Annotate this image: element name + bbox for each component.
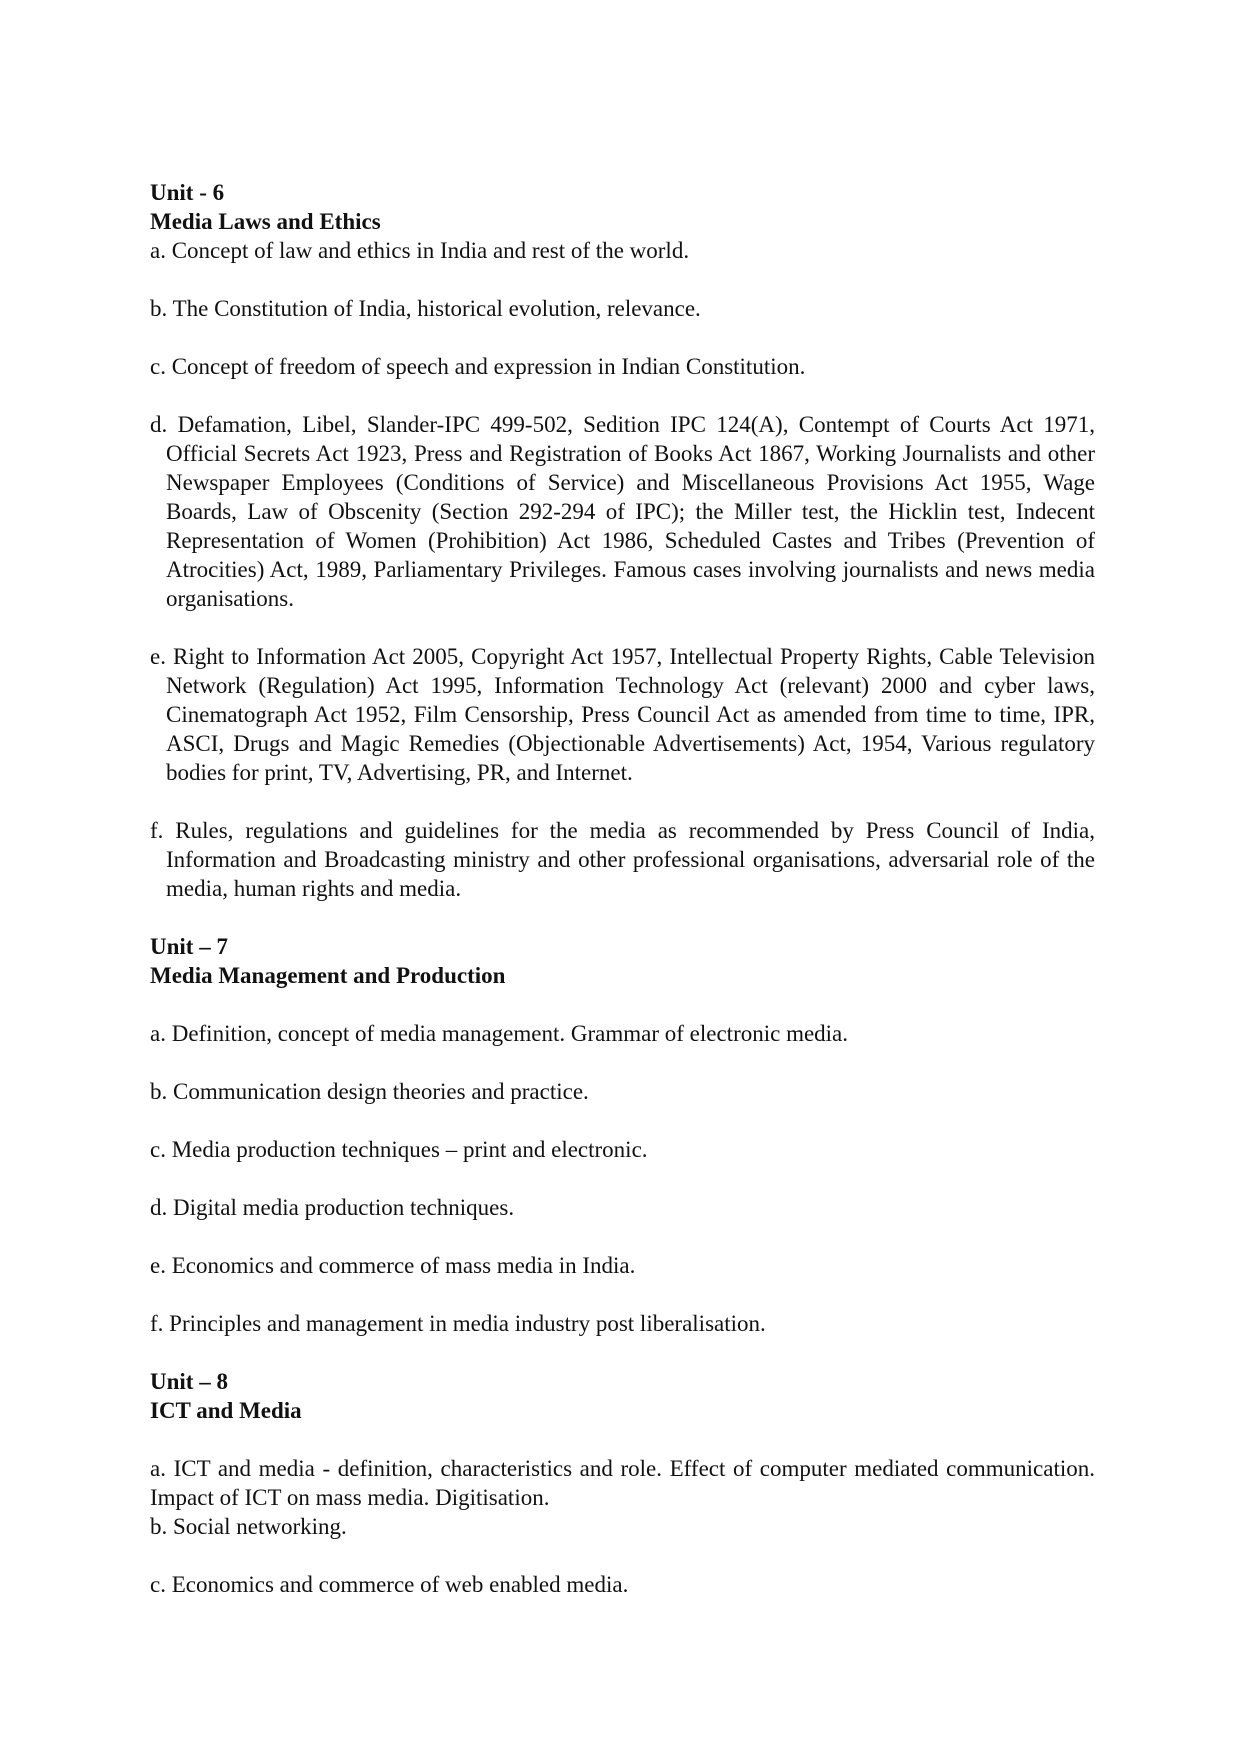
unit-6-number: Unit - 6	[150, 180, 225, 205]
unit-6-item-a: a. Concept of law and ethics in India and rest of the world.	[150, 238, 690, 263]
unit-8-item-c: c. Economics and commerce of web enabled media.	[150, 1572, 629, 1597]
unit-7-item-f: f. Principles and management in media industry post liberalisation.	[150, 1311, 766, 1336]
unit-7-section	[150, 932, 1095, 1338]
unit-8-item-a: a. ICT and media - definition, characteristics and role. Effect of computer mediated communication. Impact of ICT on mass media. Digitisation.	[150, 1456, 1095, 1510]
unit-7-item-b: b. Communication design theories and practice.	[150, 1079, 589, 1104]
unit-7-item-a: a. Definition, concept of media management. Grammar of electronic media.	[150, 1021, 849, 1046]
unit-8-section	[150, 1367, 1095, 1599]
unit-7-item-e: e. Economics and commerce of mass media in India.	[150, 1253, 636, 1278]
unit-6-section	[150, 178, 1095, 903]
unit-7-item-c: c. Media production techniques – print and electronic.	[150, 1137, 648, 1162]
unit-7-number: Unit – 7	[150, 934, 228, 959]
unit-6-item-b: b. The Constitution of India, historical evolution, relevance.	[150, 296, 701, 321]
unit-6-item-e: e. Right to Information Act 2005, Copyright Act 1957, Intellectual Property Rights, Cable Television Network (Regulation) Act 1995, Information Technology Act (relevant) 2000 and cyber laws, Cinematograph Act 1952, Film Censorship, Press Council Act as amended from time to time, IPR, ASCI, Drugs and Magic Remedies (Objectionable Advertisements) Act, 1954, Various regulatory bodies for print, TV, Advertising, PR, and Internet.	[150, 644, 1095, 785]
unit-6-item-c: c. Concept of freedom of speech and expression in Indian Constitution.	[150, 354, 806, 379]
unit-7-item-d: d. Digital media production techniques.	[150, 1195, 515, 1220]
unit-8-item-b: b. Social networking.	[150, 1514, 347, 1539]
unit-7-title: Media Management and Production	[150, 963, 506, 988]
unit-6-title: Media Laws and Ethics	[150, 209, 381, 234]
unit-8-number: Unit – 8	[150, 1369, 228, 1394]
unit-6-item-d: d. Defamation, Libel, Slander-IPC 499-502, Sedition IPC 124(A), Contempt of Courts Act 1971, Official Secrets Act 1923, Press and Registration of Books Act 1867, Working Journalists and other Newspaper Employees (Conditions of Service) and Miscellaneous Provisions Act 1955, Wage Boards, Law of Obscenity (Section 292-294 of IPC); the Miller test, the Hicklin test, Indecent Representation of Women (Prohibition) Act 1986, Scheduled Castes and Tribes (Prevention of Atrocities) Act, 1989, Parliamentary Privileges. Famous cases involving journalists and news media organisations.	[150, 412, 1095, 611]
unit-6-item-f: f. Rules, regulations and guidelines for the media as recommended by Press Council of India, Information and Broadcasting ministry and other professional organisations, adversarial role of the media, human rights and media.	[150, 818, 1095, 901]
document-page	[150, 178, 1095, 1599]
unit-8-title: ICT and Media	[150, 1398, 302, 1423]
